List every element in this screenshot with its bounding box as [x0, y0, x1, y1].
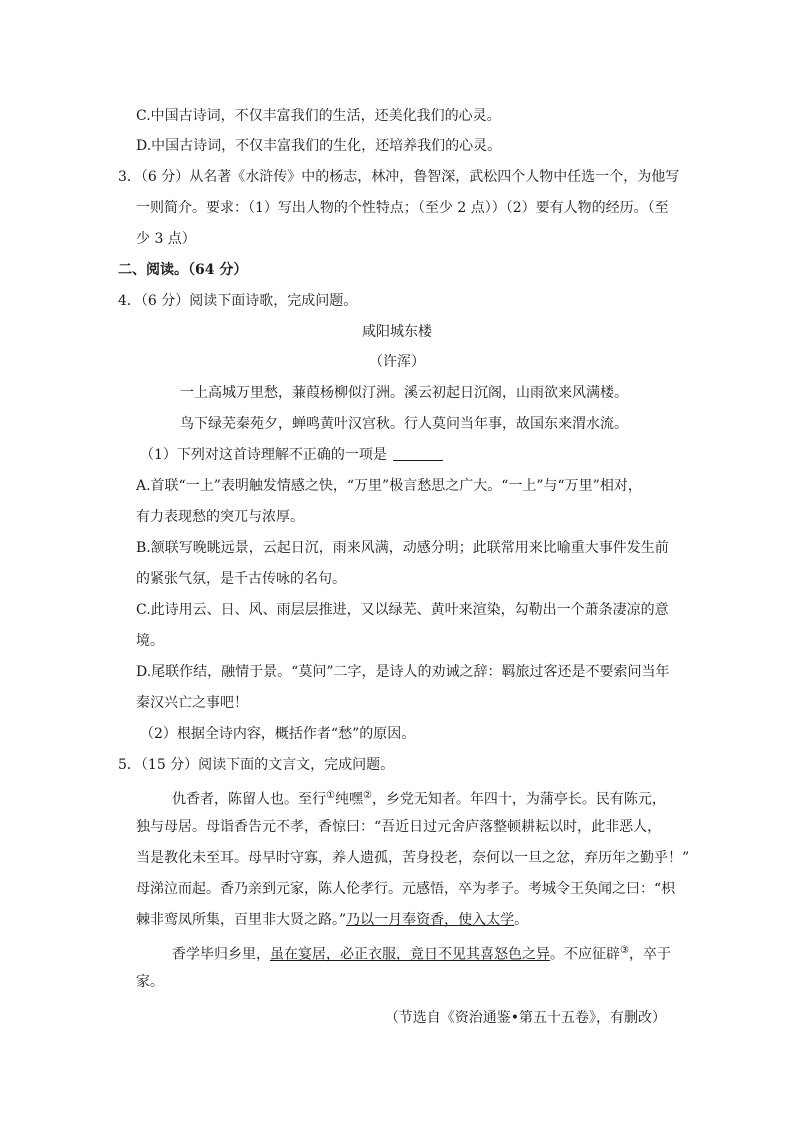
poem-title: 咸阳城东楼: [362, 324, 432, 340]
footnote-marker-3: ③: [620, 945, 629, 956]
q4-subquestion-1: [140, 445, 443, 465]
passage-text: 纯嘿: [334, 791, 363, 808]
passage-text: 香学毕归乡里，: [172, 946, 270, 963]
section-heading-reading: 二、阅读。（64 分）: [118, 262, 248, 278]
q4-option-d-line-1: D.尾联作结，融情于景。“莫问”二字，是诗人的劝诫之辞：羁旅过客还是不要索问当年: [136, 664, 670, 680]
q3-line-2: 一则简介。要求：（1）写出人物的个性特点；（至少 2 点））（2）要有人物的经历。（至: [136, 200, 669, 216]
passage-text: 。不应征辟: [550, 946, 620, 963]
q2-option-d: D.中国古诗词，不仅丰富我们的生化，还培养我们的心灵。: [136, 138, 502, 154]
q5-passage-line-5: [136, 910, 528, 930]
q4-option-a-line-2: 有力表现愁的突兀与浓厚。: [136, 509, 304, 525]
passage-text: 棘非鸾凤所集，百里非大贤之路。”: [136, 912, 347, 928]
q4-intro: 4．（6 分）阅读下面诗歌，完成问题。: [118, 293, 358, 309]
poem-line-1: 一上高城万里愁，蒹葭杨柳似汀洲。溪云初起日沉阁，山雨欲来风满楼。: [180, 385, 628, 401]
passage-source: （节选自《资治通鉴•第五十五卷》，有删改）: [384, 1010, 666, 1026]
underlined-sentence-2: 虽在宴居，必正衣服，竟日不见其喜怒色之异: [270, 946, 550, 963]
q4-option-d-line-2: 秦汉兴亡之事吧！: [136, 695, 248, 711]
passage-text: ，卒于: [628, 946, 671, 963]
answer-blank: [393, 446, 443, 461]
q2-option-c: C.中国古诗词，不仅丰富我们的生活，还美化我们的心灵。: [136, 108, 501, 124]
q4-option-a-line-1: A.首联“一上”表明触发情感之快，“万里”极言愁思之广大。“一上”与“万里”相对，: [136, 478, 642, 494]
q4-subquestion-2: （2）根据全诗内容，概括作者“愁”的原因。: [140, 726, 416, 742]
footnote-marker-1: ①: [326, 790, 335, 801]
q5-passage-line-1: [172, 786, 666, 810]
poem-line-2: 鸟下绿芜秦苑夕，蝉鸣黄叶汉宫秋。行人莫问当年事，故国东来渭水流。: [180, 416, 628, 432]
passage-text: 。: [514, 912, 529, 928]
q5-passage-line-6: [172, 941, 671, 965]
q3-line-1: 3．（6 分）从名著《水浒传》中的杨志，林冲，鲁智深，武松四个人物中任选一个，为他写: [118, 169, 680, 185]
q3-line-3: 少 3 点）: [136, 231, 196, 247]
passage-text: 仇香者，陈留人也。至行: [172, 791, 326, 808]
passage-text: ，乡党无知者。年四十，为蒲亭长。民有陈元，: [371, 791, 666, 808]
q5-intro: 5．（15 分）阅读下面的文言文，完成问题。: [118, 757, 395, 773]
q4-option-c-line-2: 境。: [136, 633, 164, 649]
q5-passage-line-7: 家。: [136, 974, 164, 990]
underlined-sentence-1: 乃以一月奉资香，使入太学: [346, 912, 515, 928]
q4-subquestion-1-text: （1）下列对这首诗理解不正确的一项是: [140, 447, 387, 463]
q4-option-b-line-2: 的紧张气氛，是千古传咏的名句。: [136, 571, 346, 587]
q4-option-b-line-1: B.颔联写晚眺远景，云起日沉，雨来风满，动感分明；此联常用来比喻重大事件发生前: [136, 540, 669, 556]
footnote-marker-2: ②: [362, 790, 372, 801]
poem-author: （许浑）: [369, 354, 425, 370]
q5-passage-line-4: 母涕泣而起。香乃亲到元家，陈人伦孝行。元感悟，卒为孝子。考城令王奂闻之曰：“枳: [136, 881, 676, 897]
q5-passage-line-2: 独与母居。母诣香告元不孝，香惊曰：“吾近日过元舍庐落整顿耕耘以时，此非恶人，: [136, 819, 662, 835]
q5-passage-line-3: 当是教化未至耳。母早时守寡，养人遗孤，苦身投老，奈何以一旦之忿，弃历年之勤乎！”: [136, 850, 690, 866]
q4-option-c-line-1: C.此诗用云、日、风、雨层层推进，又以绿芜、黄叶来渲染，勾勒出一个萧条凄凉的意: [136, 602, 669, 618]
